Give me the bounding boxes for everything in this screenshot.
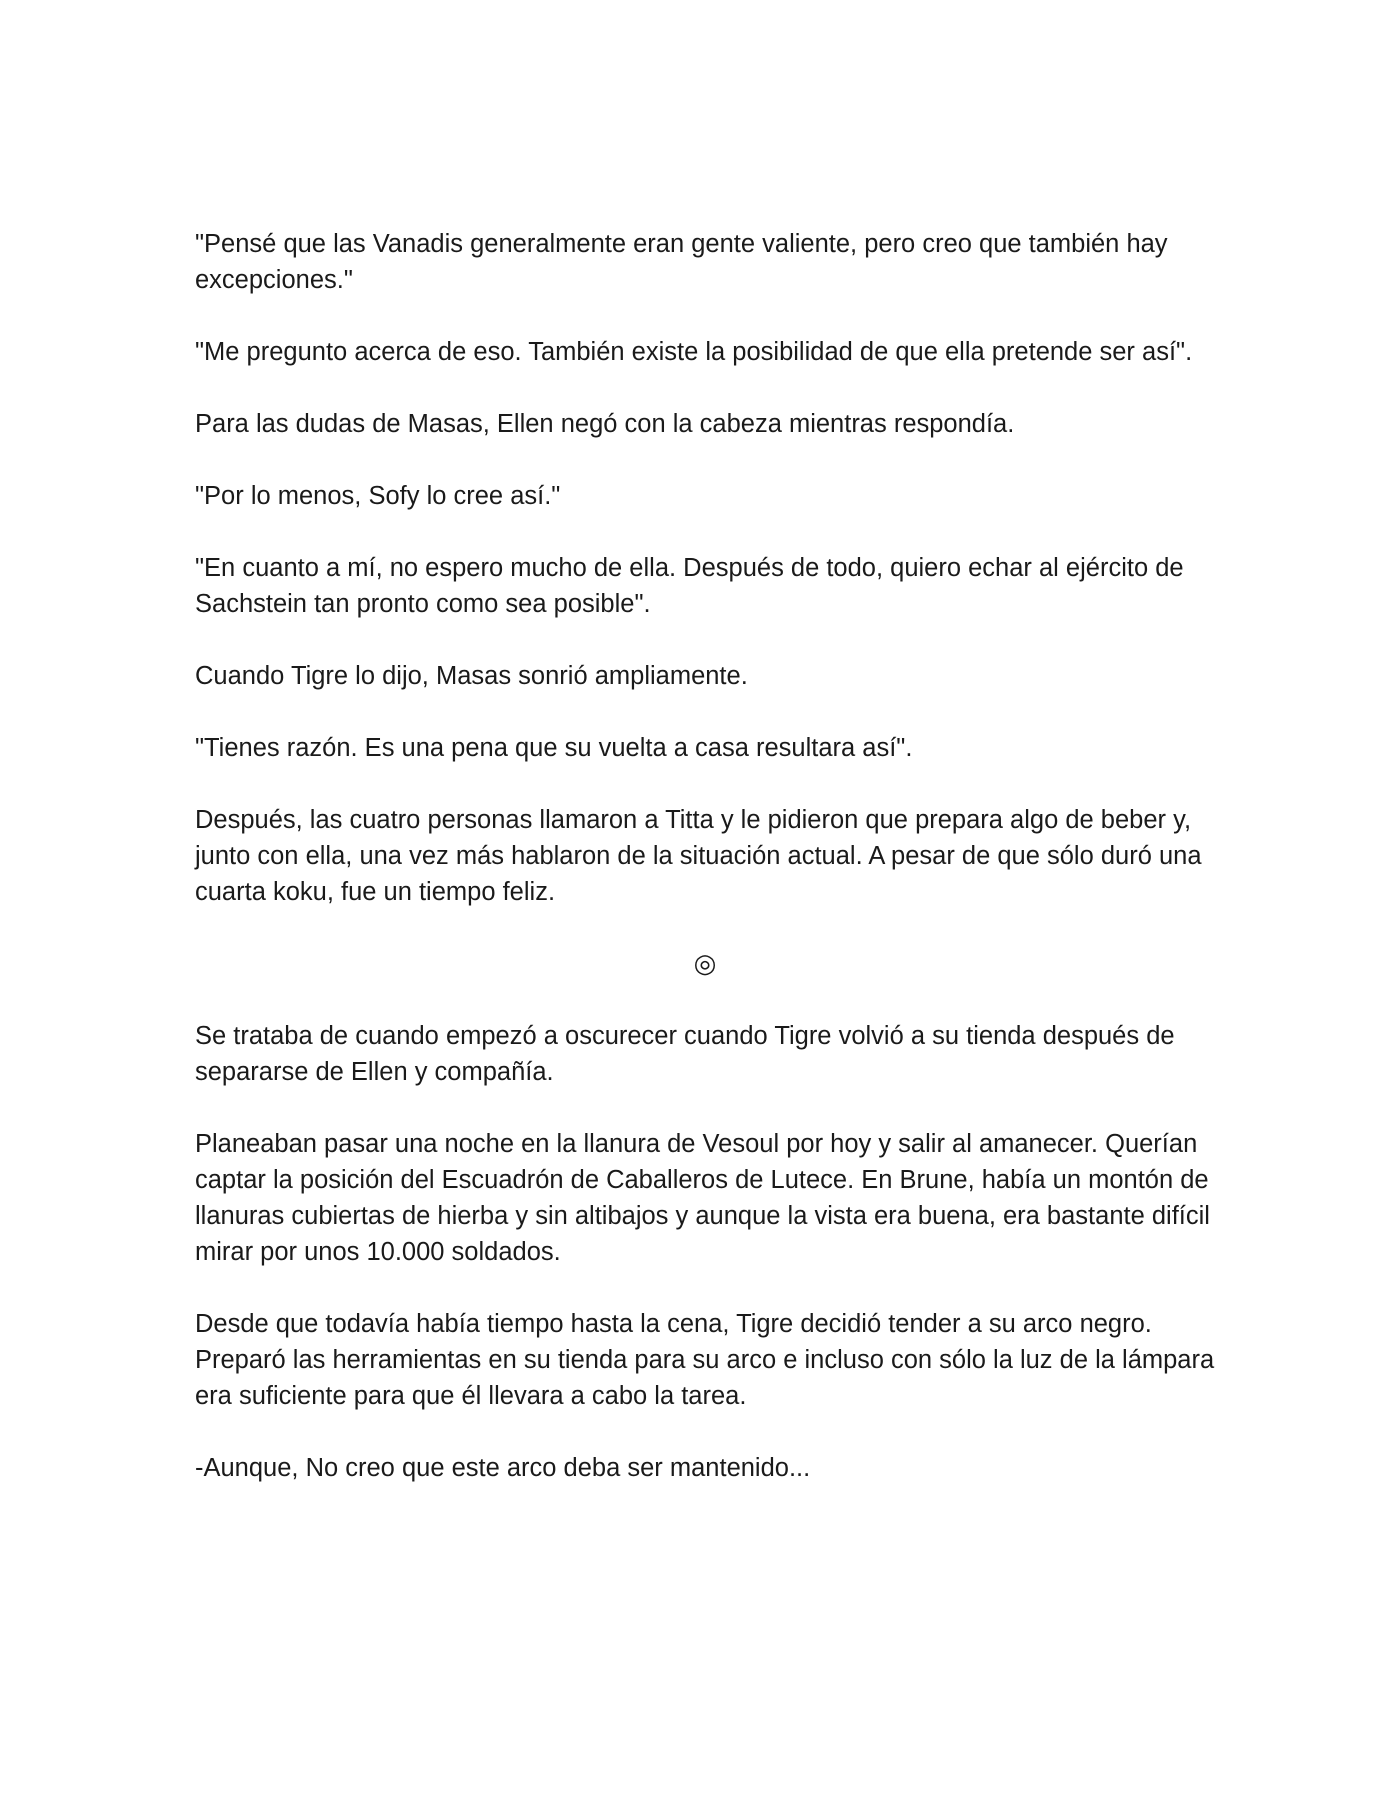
paragraph: Se trataba de cuando empezó a oscurecer cuando Tigre volvió a su tienda después de separarse de Ellen y compañía. <box>195 1022 1175 1086</box>
paragraph: -Aunque, No creo que este arco deba ser mantenido... <box>195 1454 811 1482</box>
paragraph: Cuando Tigre lo dijo, Masas sonrió ampliamente. <box>195 662 748 690</box>
section-separator: ◎ <box>693 949 717 979</box>
paragraph: Después, las cuatro personas llamaron a Titta y le pidieron que prepara algo de beber y, junto con ella, una vez más hablaron de la situación actual. A pesar de que sólo duró una cuarta koku, fue un tiempo feliz. <box>195 806 1202 906</box>
paragraph: "Tienes razón. Es una pena que su vuelta a casa resultara así". <box>195 734 913 762</box>
paragraph: Para las dudas de Masas, Ellen negó con la cabeza mientras respondía. <box>195 410 1015 438</box>
paragraph: "Pensé que las Vanadis generalmente eran gente valiente, pero creo que también hay excepciones." <box>195 230 1168 294</box>
text-column <box>195 226 1215 1522</box>
paragraph: Desde que todavía había tiempo hasta la cena, Tigre decidió tender a su arco negro. Preparó las herramientas en su tienda para su arco e incluso con sólo la luz de la lámpara era suficiente para que él llevara a cabo la tarea. <box>195 1310 1215 1410</box>
paragraph: Planeaban pasar una noche en la llanura de Vesoul por hoy y salir al amanecer. Querían captar la posición del Escuadrón de Caballeros de Lutece. En Brune, había un montón de llanuras cubiertas de hierba y sin altibajos y aunque la vista era buena, era bastante difícil mirar por unos 10.000 soldados. <box>195 1130 1210 1266</box>
paragraph: "Por lo menos, Sofy lo cree así." <box>195 482 561 510</box>
paragraph: "En cuanto a mí, no espero mucho de ella. Después de todo, quiero echar al ejército de Sachstein tan pronto como sea posible". <box>195 554 1184 618</box>
paragraph: "Me pregunto acerca de eso. También existe la posibilidad de que ella pretende ser así". <box>195 338 1193 366</box>
